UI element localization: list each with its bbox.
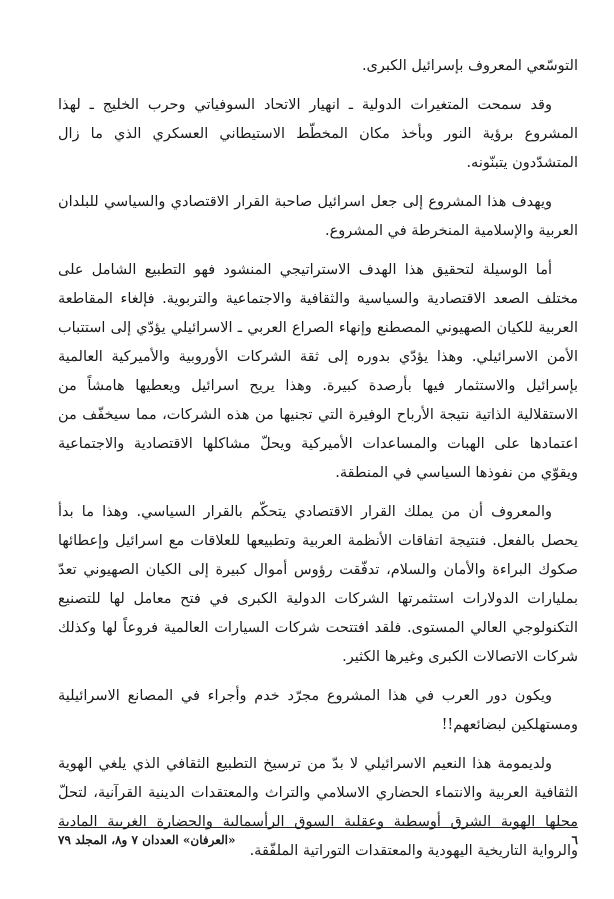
journal-citation: «العرفان» العددان ٧ و٨، المجلد ٧٩ (58, 833, 236, 847)
paragraph-5: والمعروف أن من يملك القرار الاقتصادي يتحكّم بالقرار السياسي. وهذا ما بدأ يحصل بالفعل. فنتيجة اتفاقات الأنظمة العربية وتطبيعها للعلاقات مع اسرائيل وإعطائها صكوك البراءة والأمان والسلام، تدفّقت رؤوس أموال كبيرة إلى الكيان الصهيوني تعدّ بمليارات الدولارات استثمرتها الشركات الدولية الكبرى في فتح معامل لها للتصنيع التكنولوجي العالي المستوى. فلقد افتتحت شركات السيارات العالمية فروعاً لها وكذلك شركات الاتصالات الكبرى وغيرها الكثير. (58, 504, 578, 665)
footer-divider (58, 827, 578, 828)
paragraph-4: أما الوسيلة لتحقيق هذا الهدف الاستراتيجي المنشود فهو التطبيع الشامل على مختلف الصعد الاقتصادية والسياسية والثقافية والاجتماعية والتربوية. فإلغاء المقاطعة العربية للكيان الصهيوني المصطنع وإنهاء الصراع العربي ـ الاسرائيلي يؤدّي إلى استتباب الأمن الاسرائيلي. وهذا يؤدّي بدوره إلى ثقة الشركات الأوروبية والأميركية العالمية بإسرائيل والاستثمار فيها بأرصدة كبيرة. وهذا يريح اسرائيل ويعطيها هامشاً من الاستقلالية الذاتية نتيجة الأرباح الوفيرة التي تجنيها من هذه الشركات، مما سيخفّف من اعتمادها على الهبات والمساعدات الأميركية ويحلّ مشاكلها الاقتصادية والاجتماعية ويقوّي من نفوذها السياسي في المنطقة. (58, 262, 578, 481)
paragraph-2: وقد سمحت المتغيرات الدولية ـ انهيار الاتحاد السوفياتي وحرب الخليج ـ لهذا المشروع برؤية النور وبأخذ مكان المخطّط الاستيطاني العسكري الذي ما زال المتشدّدون يتبنّونه. (58, 97, 578, 171)
paragraph-3: ويهدف هذا المشروع إلى جعل اسرائيل صاحبة القرار الاقتصادي والسياسي للبلدان العربية والإسلامية المنخرطة في المشروع. (58, 194, 578, 239)
document-body (58, 52, 578, 876)
paragraph-7: ولديمومة هذا النعيم الاسرائيلي لا بدّ من ترسيخ التطبيع الثقافي الذي يلغي الهوية الثقافية العربية والانتماء الحضاري الاسلامي والتراث والمعتقدات الدينية القرآنية، لتحلّ محلها الهوية الشرق أوسطية وعقلية السوق الرأسمالية والحضارة الغربية المادية والرواية التاريخية اليهودية والمعتقدات التوراتية الملفّقة. (58, 756, 578, 859)
page-footer (58, 833, 578, 847)
paragraph-6: ويكون دور العرب في هذا المشروع مجرّد خدم وأجراء في المصانع الاسرائيلية ومستهلكين لبضائعهم!! (58, 688, 578, 733)
page-number: ٦ (571, 833, 578, 847)
paragraph-1: التوسّعي المعروف بإسرائيل الكبرى. (361, 58, 578, 74)
